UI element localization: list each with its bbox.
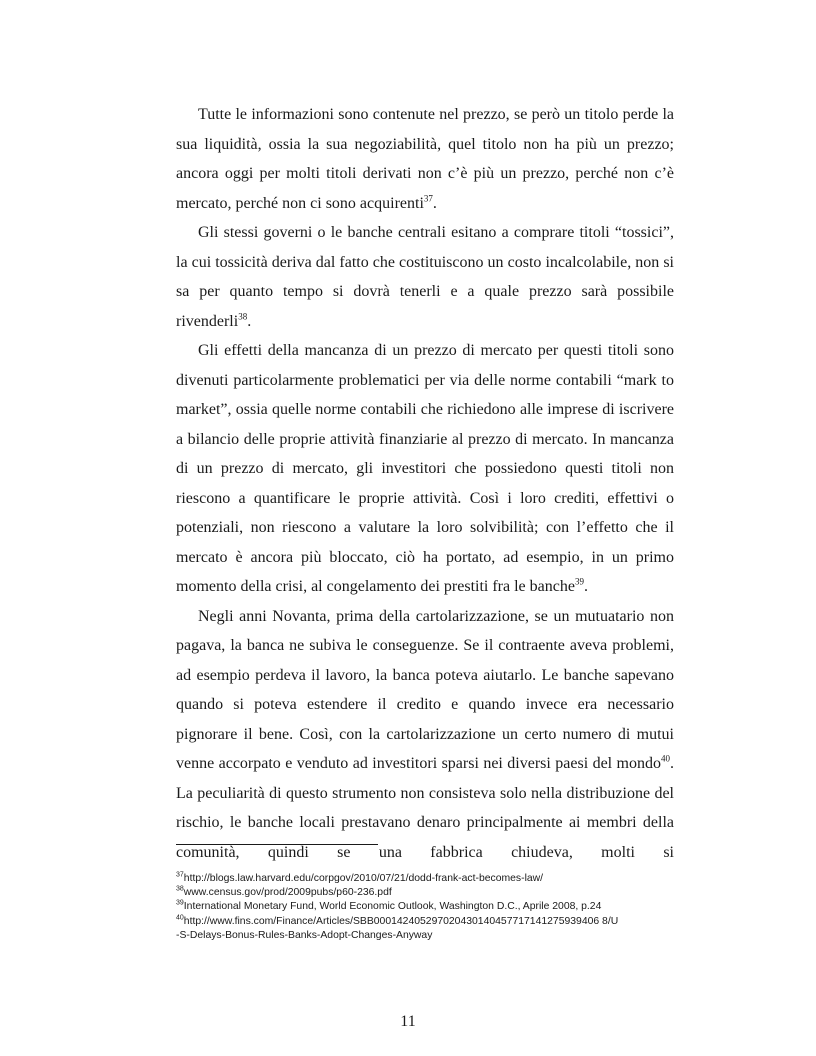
footnote-number: 39 [176, 899, 184, 907]
footnote-number: 38 [176, 885, 184, 893]
footnote-40 [176, 915, 676, 929]
paragraph-1 [176, 100, 674, 218]
footnote-ref-40: 40 [661, 753, 670, 764]
paragraph-2-text: Gli stessi governi o le banche centrali esitano a comprare titoli “tossici”, la cui tossicità deriva dal fatto che costituiscono un costo incalcolabile, non si sa per quanto tempo si dovrà tenerli e a quale prezzo sarà possibile rivenderli [176, 224, 674, 330]
footnote-40-continued [176, 929, 676, 943]
paragraph-4-text: Negli anni Novanta, prima della cartolarizzazione, se un mutuatario non pagava, la banca ne subiva le conseguenze. Se il contraente aveva problemi, ad esempio perdeva il lavoro, la banca poteva aiutarlo. Le banche sapevano quando si poteva estendere il credito e quando invece era necessario pignorare il bene. Così, con la cartolarizzazione un certo numero di mutui venne accorpato e venduto ad investitori sparsi nei diversi paesi del mondo [176, 607, 674, 772]
page-number: 11 [400, 1013, 416, 1030]
footnote-39 [176, 900, 676, 914]
paragraph-1-text: Tutte le informazioni sono contenute nel prezzo, se però un titolo perde la sua liquidità, ossia la sua negoziabilità, quel titolo non ha più un prezzo; ancora oggi per molti titoli derivati non c’è più un prezzo, perché non c’è mercato, perché non ci sono acquirenti [176, 106, 674, 212]
footnote-link[interactable]: www.census.gov/prod/2009pubs/p60-236.pdf [183, 887, 392, 899]
paragraph-2 [176, 218, 674, 336]
paragraph-4-tail: . La peculiarità di questo strumento non consisteva solo nella distribuzione del rischio, le banche locali prestavano denaro principalmente ai membri della comunità, quindi se una fabbrica chiudeva, molti si [176, 755, 674, 861]
footnote-link[interactable]: http://www.fins.com/Finance/Articles/SBB000142405297020430140457717141275939406 8/U [183, 915, 619, 927]
body-text [176, 100, 674, 867]
footnote-number: 40 [176, 914, 184, 922]
footnote-separator [176, 844, 378, 845]
paragraph-4 [176, 602, 674, 868]
paragraph-3 [176, 336, 674, 602]
footnote-link-continued[interactable]: -S-Delays-Bonus-Rules-Banks-Adopt-Changes-Anyway [176, 929, 433, 941]
footnote-ref-37: 37 [423, 193, 433, 204]
footnote-link[interactable]: http://blogs.law.harvard.edu/corpgov/2010/07/21/dodd-frank-act-becomes-law/ [183, 873, 544, 884]
footnote-number: 37 [176, 871, 184, 879]
footnote-ref-38: 38 [238, 311, 248, 322]
footnote-37 [176, 872, 676, 886]
paragraph-3-tail: . [583, 578, 588, 595]
paragraph-3-text: Gli effetti della mancanza di un prezzo di mercato per questi titoli sono divenuti particolarmente problematici per via delle norme contabili “mark to market”, ossia quelle norme contabili che richiedono alle imprese di iscrivere a bilancio delle proprie attività finanziarie al prezzo di mercato. In mancanza di un prezzo di mercato, gli investitori che possiedono questi titoli non riescono a quantificare le proprie attività. Così i loro crediti, effettivi o potenziali, non riescono a valutare la loro solvibilità; con l’effetto che il mercato è ancora più bloccato, ciò ha portato, ad esempio, in un primo momento della crisi, al congelamento dei prestiti fra le banche [176, 342, 674, 595]
footnote-38 [176, 886, 676, 900]
paragraph-1-tail: . [432, 194, 437, 212]
footnotes [176, 872, 676, 943]
footnote-ref-39: 39 [574, 576, 584, 587]
paragraph-2-tail: . [247, 312, 252, 330]
footnote-text: International Monetary Fund, World Economic Outlook, Washington D.C., Aprile 2008, p.24 [183, 901, 602, 913]
